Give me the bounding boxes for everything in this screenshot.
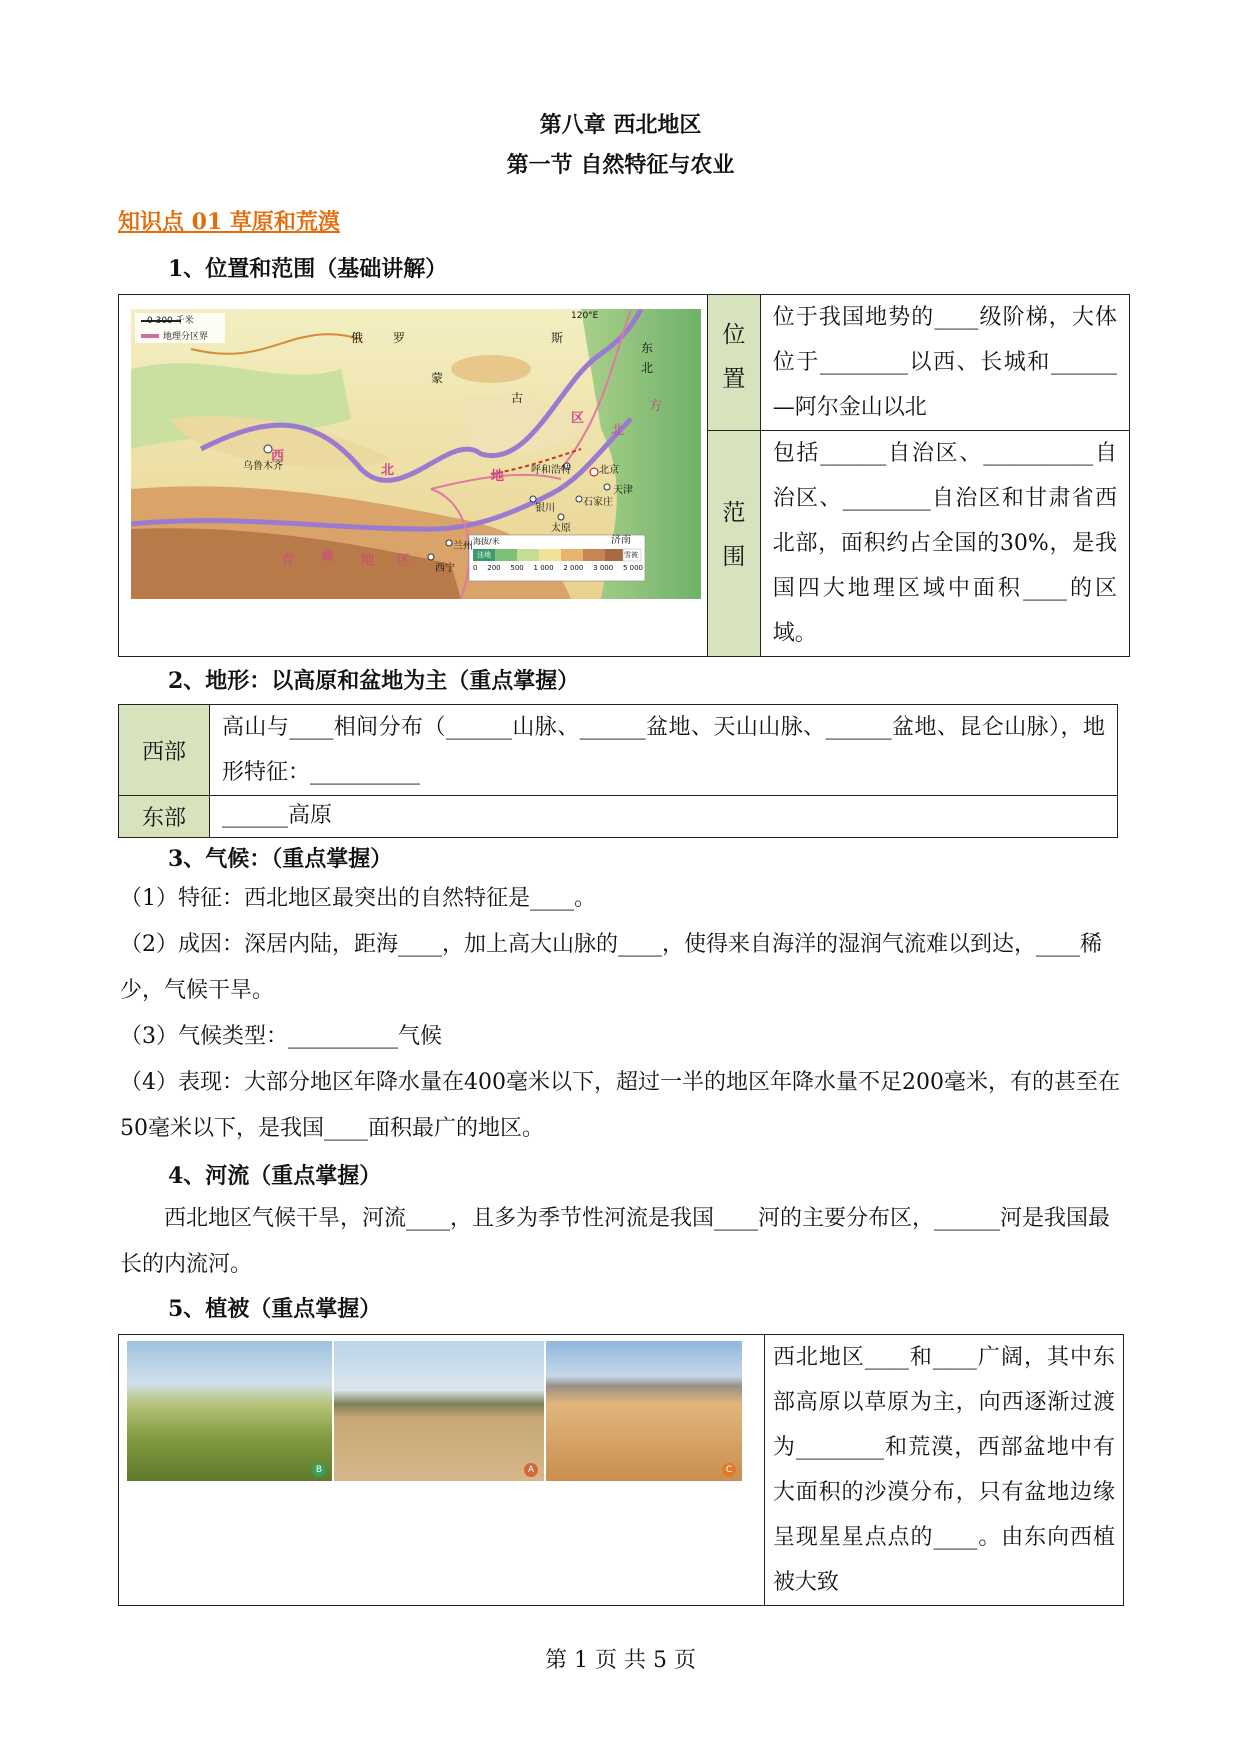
page-footer: 第 1 页 共 5 页 xyxy=(545,1648,696,1673)
heading-location: 1、位置和范围（基础讲解） xyxy=(168,256,448,282)
map-scale: 0 300 千米 xyxy=(147,316,194,326)
map-city-label: 兰州 xyxy=(453,541,473,552)
vegetation-text: 西北地区____和____广阔，其中东部高原以草原为主，向西逐渐过渡为________和荒漠，西部盆地中有大面积的沙漠分布，只有盆地边缘呈现星星点点的____。由东向西植被大致 xyxy=(772,1345,1115,1595)
map-region-char: 地 xyxy=(491,469,505,484)
desert-steppe-photo xyxy=(334,1341,544,1481)
climate-block xyxy=(120,876,1120,1152)
heading-terrain: 2、地形：以高原和盆地为主（重点掌握） xyxy=(168,668,580,694)
row-label-range: 范 围 xyxy=(707,431,760,657)
terrain-east-cell xyxy=(210,796,1118,838)
map-region-label: 地 xyxy=(361,553,375,568)
map-region-label: 方 xyxy=(649,399,663,414)
climate-line-3: （3）气候类型：__________气候 xyxy=(120,1024,442,1049)
grassland-photo xyxy=(127,1341,332,1481)
map-label: 斯 xyxy=(551,331,564,345)
climate-line-2: （2）成因：深居内陆，距海____，加上高大山脉的____，使得来自海洋的湿润气流难以到达，____稀少，气候干旱。 xyxy=(120,932,1102,1003)
map-city-label: 西宁 xyxy=(435,563,455,574)
map-legend-low: 洼地 xyxy=(477,551,491,559)
map-cell xyxy=(119,295,708,657)
map-region-label: 藏 xyxy=(321,549,335,564)
map-label: 俄 xyxy=(351,331,364,345)
map-city-label: 乌鲁木齐 xyxy=(243,461,283,472)
chapter-title: 第八章 西北地区 xyxy=(539,112,702,138)
map-region-label: 北 xyxy=(611,423,625,438)
map-region-char: 区 xyxy=(571,411,585,426)
relief-map xyxy=(131,309,701,599)
terrain-west-cell xyxy=(210,705,1118,796)
vegetation-text-cell xyxy=(764,1335,1123,1606)
range-answer-cell xyxy=(760,431,1129,657)
terrain-label-west: 西部 xyxy=(119,705,210,796)
photo-badge: B xyxy=(312,1463,326,1477)
map-region-label: 区 xyxy=(397,553,411,568)
rivers-text: 西北地区气候干旱，河流____，且多为季节性河流是我国____河的主要分布区，______河是我国最长的内流河。 xyxy=(120,1206,1111,1277)
map-label: 北 xyxy=(641,361,654,375)
map-city-label: 北京 xyxy=(599,465,619,476)
terrain-west-text: 高山与____相间分布（______山脉、______盆地、天山山脉、______盆地、昆仑山脉），地形特征：__________ xyxy=(222,715,1105,785)
location-answer-cell xyxy=(760,295,1129,431)
map-city-label: 石家庄 xyxy=(583,497,613,508)
map-city-label: 太原 xyxy=(551,523,571,534)
location-table xyxy=(118,294,1130,657)
map-region-label: 青 xyxy=(281,553,295,568)
photo-badge: A xyxy=(524,1463,538,1477)
terrain-table xyxy=(118,704,1118,838)
vegetation-photos xyxy=(119,1335,764,1487)
heading-vegetation: 5、植被（重点掌握） xyxy=(168,1296,382,1322)
heading-rivers: 4、河流（重点掌握） xyxy=(168,1163,382,1189)
section-title: 第一节 自然特征与农业 xyxy=(506,152,735,178)
terrain-east-text: ______高原 xyxy=(222,803,333,828)
northwest-map xyxy=(131,309,701,599)
heading-climate: 3、气候：（重点掌握） xyxy=(168,846,393,872)
map-label: 罗 xyxy=(393,331,406,345)
map-longitude-label: 120°E xyxy=(571,311,599,321)
map-legend-high: 雪被 xyxy=(624,551,638,559)
location-text: 位于我国地势的____级阶梯，大体位于________以西、长城和______—阿尔金山以北 xyxy=(772,305,1117,420)
map-region-char: 西 xyxy=(271,449,285,464)
vegetation-photos-cell xyxy=(119,1335,765,1606)
map-region-char: 北 xyxy=(381,463,395,478)
map-city-label: 银川 xyxy=(535,503,555,514)
climate-line-4: （4）表现：大部分地区年降水量在400毫米以下，超过一半的地区年降水量不足200毫米，有的甚至在50毫米以下，是我国____面积最广的地区。 xyxy=(120,1070,1120,1141)
terrain-label-east: 东部 xyxy=(119,796,210,838)
map-legend-ticks: 0 200 500 1 000 2 000 3 000 5 000 xyxy=(473,564,643,572)
row-label-location: 位 置 xyxy=(707,295,760,431)
map-label: 蒙 xyxy=(431,371,444,385)
sand-desert-photo xyxy=(546,1341,742,1481)
map-label: 东 xyxy=(641,341,654,355)
vegetation-table xyxy=(118,1334,1124,1606)
knowledge-point-link[interactable]: 知识点 01 草原和荒漠 xyxy=(118,209,340,235)
range-text: 包括______自治区、__________自治区、________自治区和甘肃省西北部，面积约占全国的30%，是我国四大地理区域中面积____的区域。 xyxy=(772,441,1117,646)
map-city-label: 天津 xyxy=(613,485,633,496)
map-label: 古 xyxy=(511,391,524,405)
map-legend-boundary: 地理分区界 xyxy=(163,332,209,342)
map-legend-title: 海拔/米 xyxy=(473,537,500,546)
climate-line-1: （1）特征：西北地区最突出的自然特征是____。 xyxy=(120,886,596,911)
map-city-label: 济南 xyxy=(611,535,631,546)
photo-badge: C xyxy=(722,1463,736,1477)
map-city-label: 呼和浩特 xyxy=(531,465,571,476)
